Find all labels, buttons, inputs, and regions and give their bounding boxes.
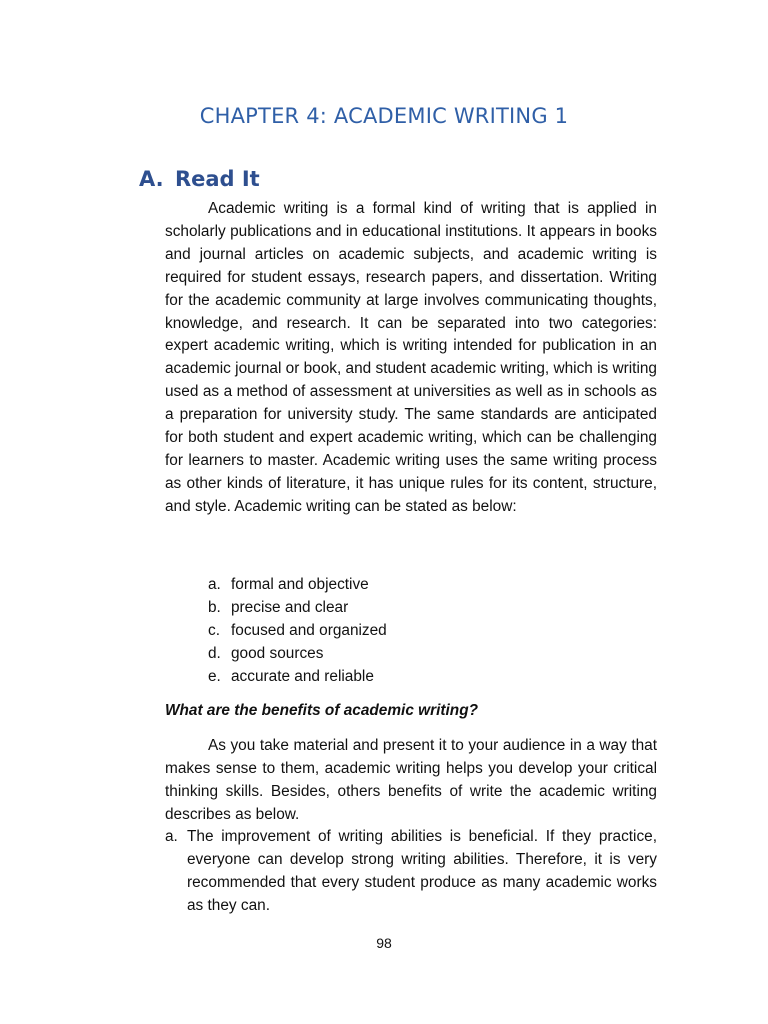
section-letter: A. [139, 167, 164, 191]
list-item-text: accurate and reliable [231, 667, 374, 685]
list-item [208, 666, 387, 689]
list-item-text: precise and clear [231, 598, 349, 616]
list-marker: c. [208, 621, 220, 639]
benefit-item [165, 826, 657, 918]
list-item [208, 643, 387, 666]
benefits-question: What are the benefits of academic writing? [165, 702, 478, 719]
list-item [208, 620, 387, 643]
benefit-text: The improvement of writing abilities is beneficial. If they practice, everyone can develop strong writing abilities. Therefore, it is very recommended that every student produce as many academic works as they can. [187, 828, 657, 914]
chapter-title: CHAPTER 4: ACADEMIC WRITING 1 [199, 104, 569, 128]
section-heading [139, 167, 260, 191]
list-item-text: good sources [231, 644, 324, 662]
list-marker: e. [208, 667, 221, 685]
list-item-text: focused and organized [231, 621, 387, 639]
page-number: 98 [376, 935, 392, 951]
list-item [208, 574, 387, 597]
list-item-text: formal and objective [231, 576, 369, 593]
intro-paragraph: Academic writing is a formal kind of writing that is applied in scholarly publications and in educational institutions. It appears in books and journal articles on academic subjects, and academic writing is required for student essays, research papers, and dissertation. Writing for the academic community at large involves communicating thoughts, knowledge, and research. It can be separated into two categories: expert academic writing, which is writing intended for publication in an academic journal or book, and student academic writing, which is writing used as a method of assessment at universities as well as in schools as a preparation for university study. The same standards are anticipated for both student and expert academic writing, which can be challenging for learners to master. Academic writing uses the same writing process as other kinds of literature, it has unique rules for its content, structure, and style. Academic writing can be stated as below: [165, 200, 657, 515]
list-marker: b. [208, 598, 221, 616]
benefits-paragraph: As you take material and present it to your audience in a way that makes sense to them, academic writing helps you develop your critical thinking skills. Besides, others benefits of write the academic writing describes as below. [165, 737, 657, 823]
list-item [208, 597, 387, 620]
list-marker: d. [208, 644, 221, 662]
section-title: Read It [174, 167, 260, 191]
benefit-marker: a. [165, 828, 178, 845]
list-marker: a. [208, 576, 221, 593]
characteristics-list [208, 574, 387, 689]
